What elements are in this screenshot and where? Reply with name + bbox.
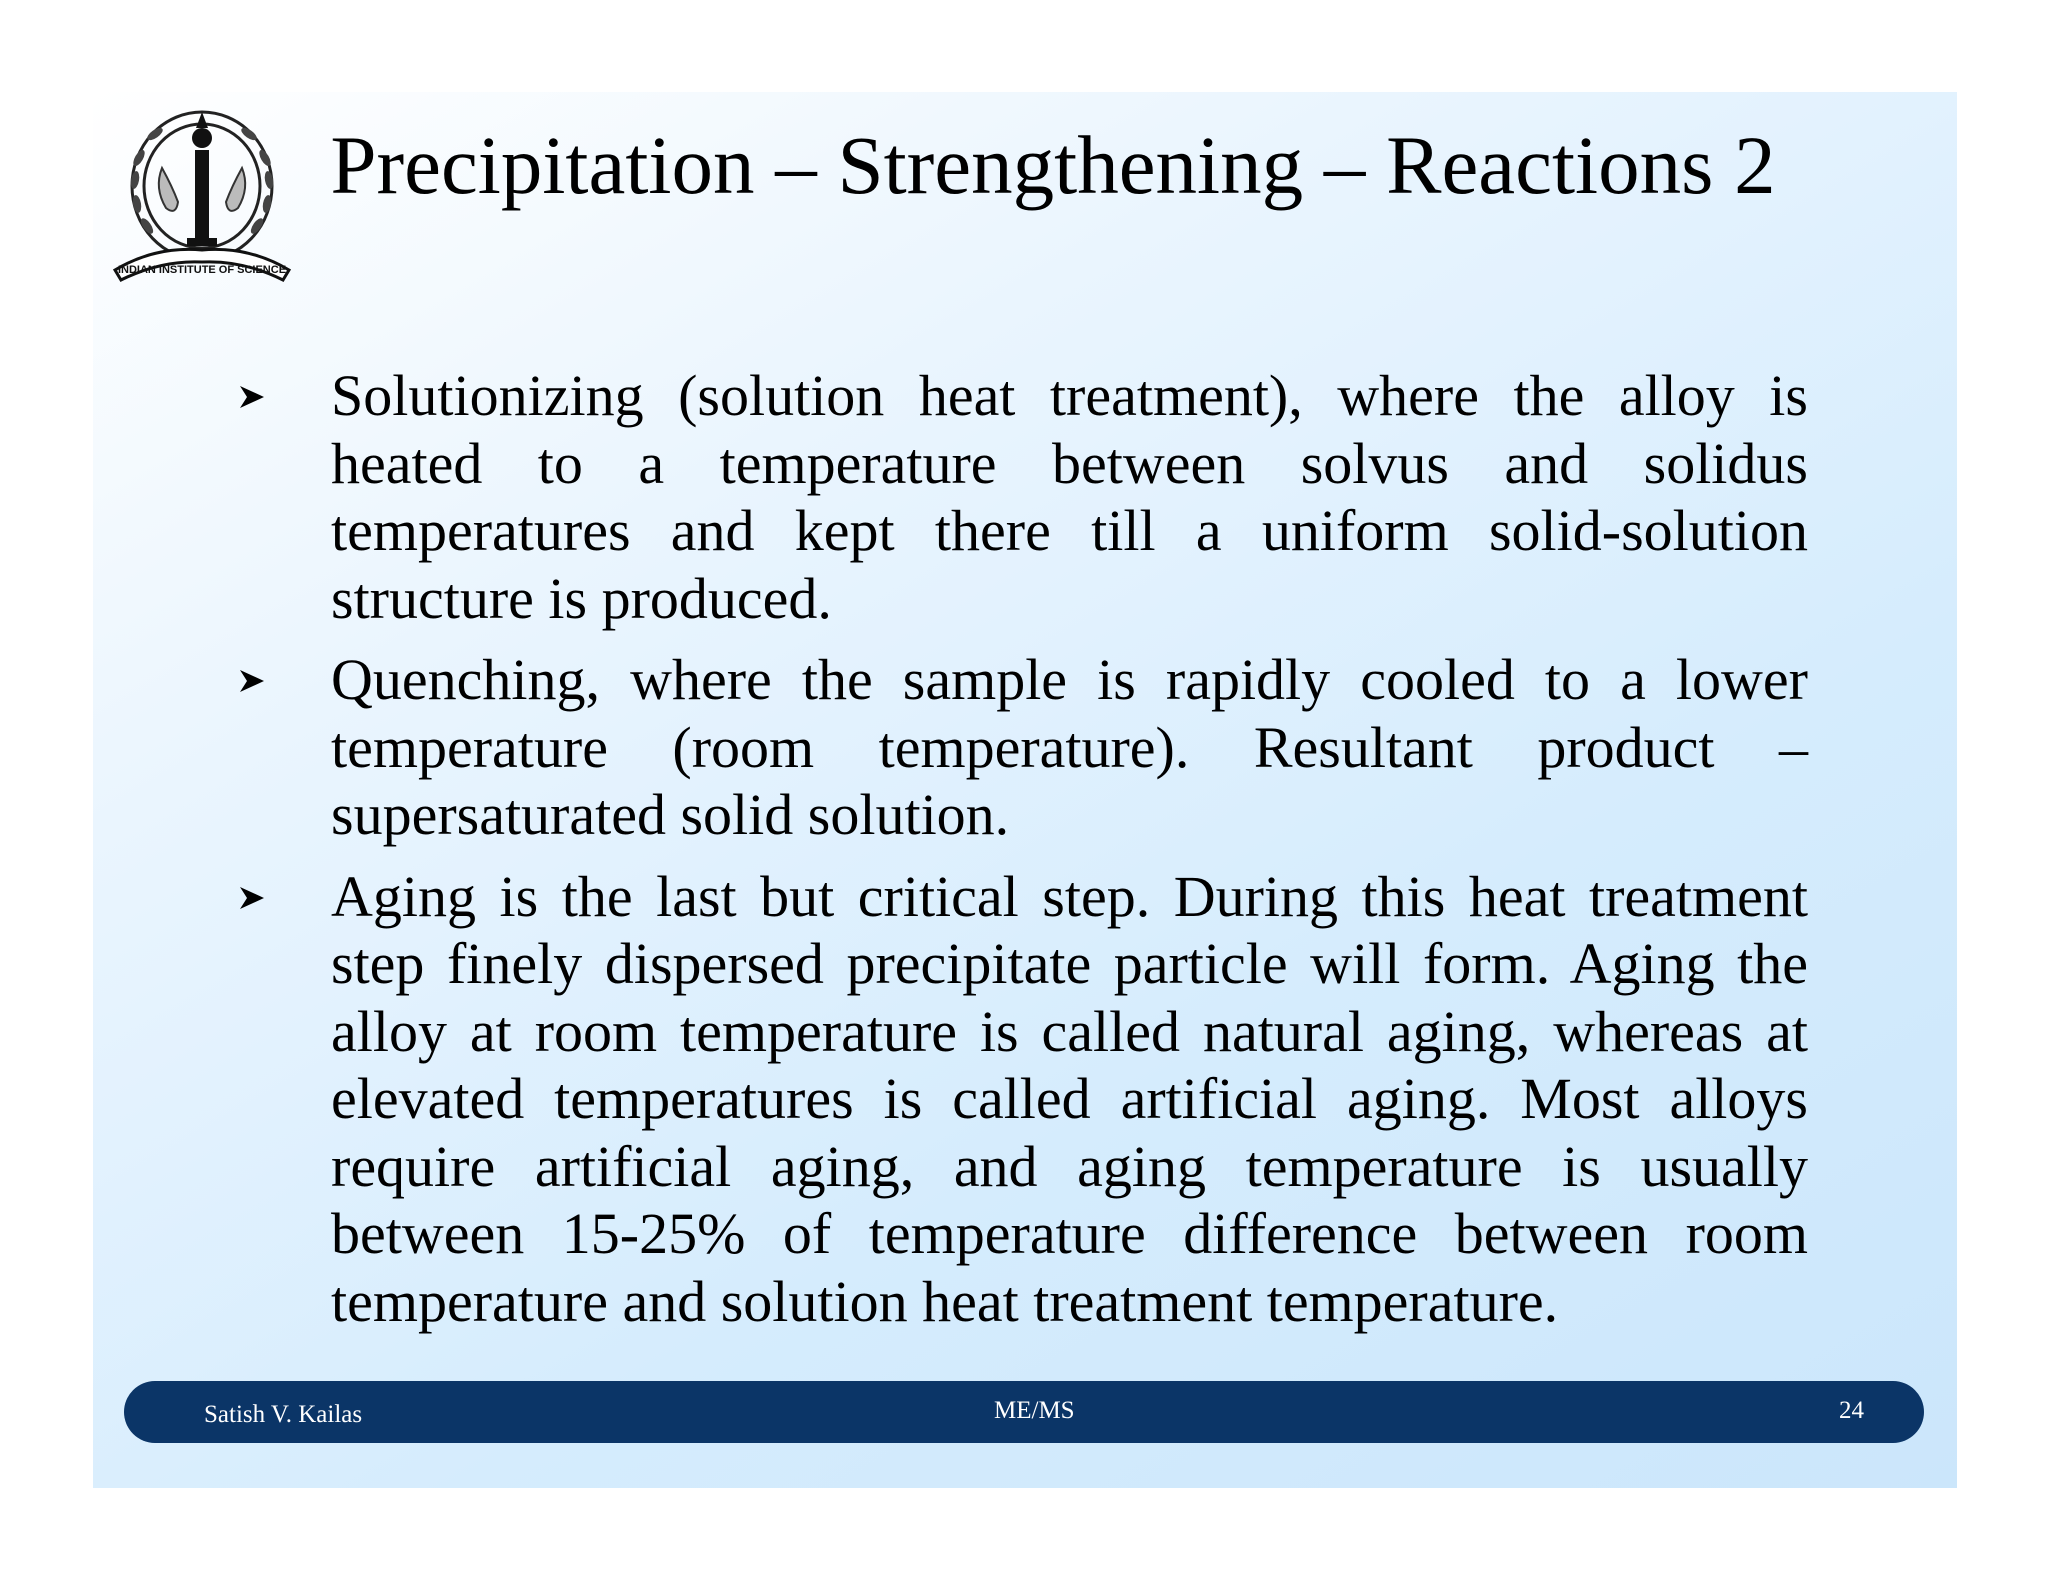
page-number: 24	[1839, 1397, 1864, 1424]
arrowhead-bullet-icon	[238, 668, 266, 694]
footer-department: ME/MS	[994, 1397, 1075, 1424]
bullet-list	[238, 362, 1808, 1349]
arrowhead-bullet-icon	[238, 885, 266, 911]
logo-ribbon-text: INDIAN INSTITUTE OF SCIENCE	[117, 264, 287, 276]
bullet-text: Solutionizing (solution heat treatment), where the alloy is heated to a temperature between solvus and solidus temperatures and kept there till a uniform solid-solution structure is produced.	[331, 363, 1808, 631]
slide	[93, 92, 1957, 1488]
bullet-item-aging	[238, 863, 1808, 1336]
bullet-item-solutionizing	[238, 362, 1808, 632]
slide-title: Precipitation – Strengthening – Reactions 2	[330, 119, 1776, 211]
bullet-item-quenching	[238, 646, 1808, 849]
footer-author: Satish V. Kailas	[204, 1401, 363, 1428]
bullet-text: Quenching, where the sample is rapidly cooled to a lower temperature (room temperature). Resultant product – supersaturated solid solution.	[331, 647, 1808, 847]
bullet-text: Aging is the last but critical step. During this heat treatment step finely dispersed precipitate particle will form. Aging the alloy at room temperature is called natural aging, whereas at elevated temperatures is called artificial aging. Most alloys require artificial aging, and aging temperature is usually between 15-25% of temperature difference between room temperature and solution heat treatment temperature.	[331, 863, 1808, 1334]
footer-bar	[124, 1381, 1924, 1443]
institute-logo	[107, 98, 297, 288]
arrowhead-bullet-icon	[238, 384, 266, 410]
